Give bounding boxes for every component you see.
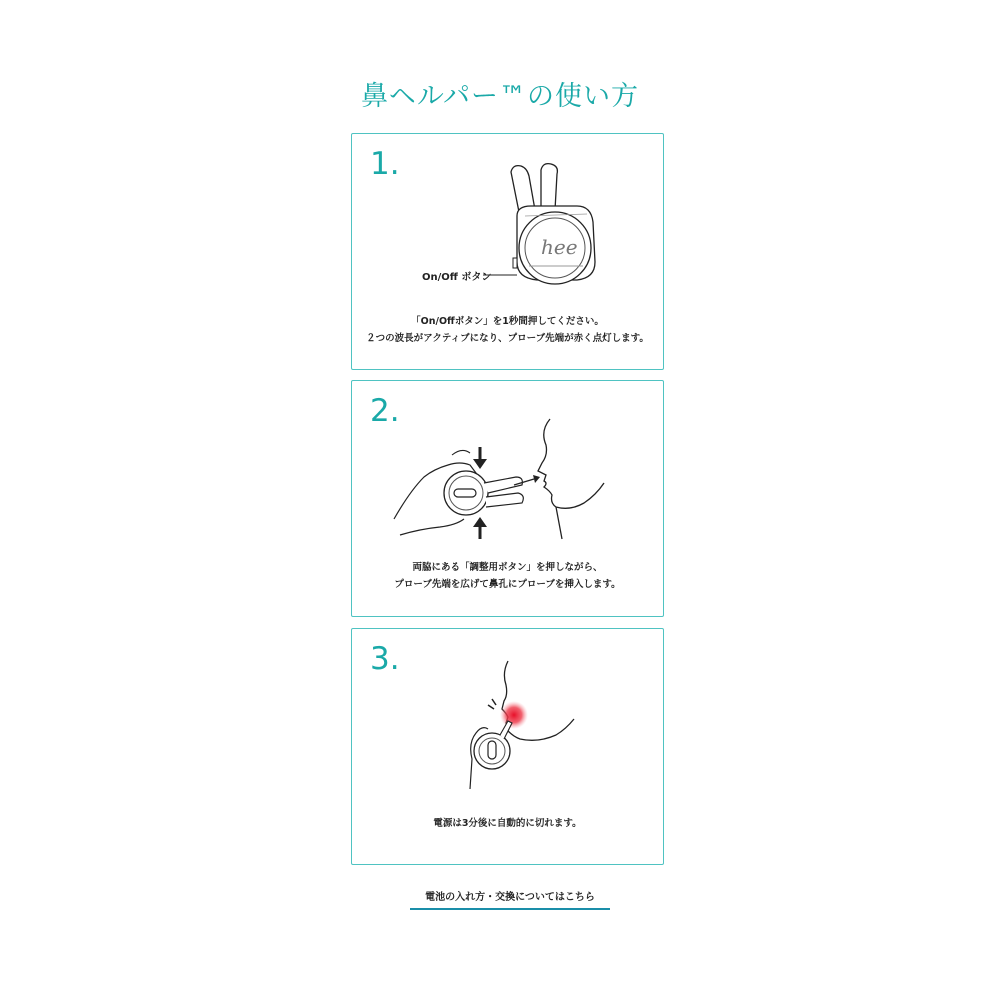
link-underline [410,908,610,910]
step-number: 1. [370,146,400,182]
step-card-1 [351,133,664,370]
step-card-2 [351,380,664,617]
step-number: 2. [370,393,400,429]
device-logo: hee [541,235,578,259]
on-off-button-label: On/Off ボタン [422,272,492,283]
battery-info-link[interactable]: 電池の入れ方・交換についてはこちら [425,892,595,903]
step-description: 両脇にある「調整用ボタン」を押しながら、 プローブ先端を広げて鼻孔にプローブを挿入します。 [394,562,621,590]
device-in-nose-illustration [462,659,582,789]
step-card-3 [351,628,664,865]
page-title: 鼻ヘルパー™の使い方 [360,81,640,112]
step-description: 電源は3分後に自動的に切れます。 [433,818,582,829]
step-number: 3. [370,641,400,677]
device-on-off-illustration [507,162,617,292]
step-description: 「On/Offボタン」を1秒間押してください。 ２つの波長がアクティブになり、プローブ先端が赤く点灯します。 [366,316,649,344]
insert-probe-illustration [390,411,630,551]
label-leader-line [483,273,517,277]
